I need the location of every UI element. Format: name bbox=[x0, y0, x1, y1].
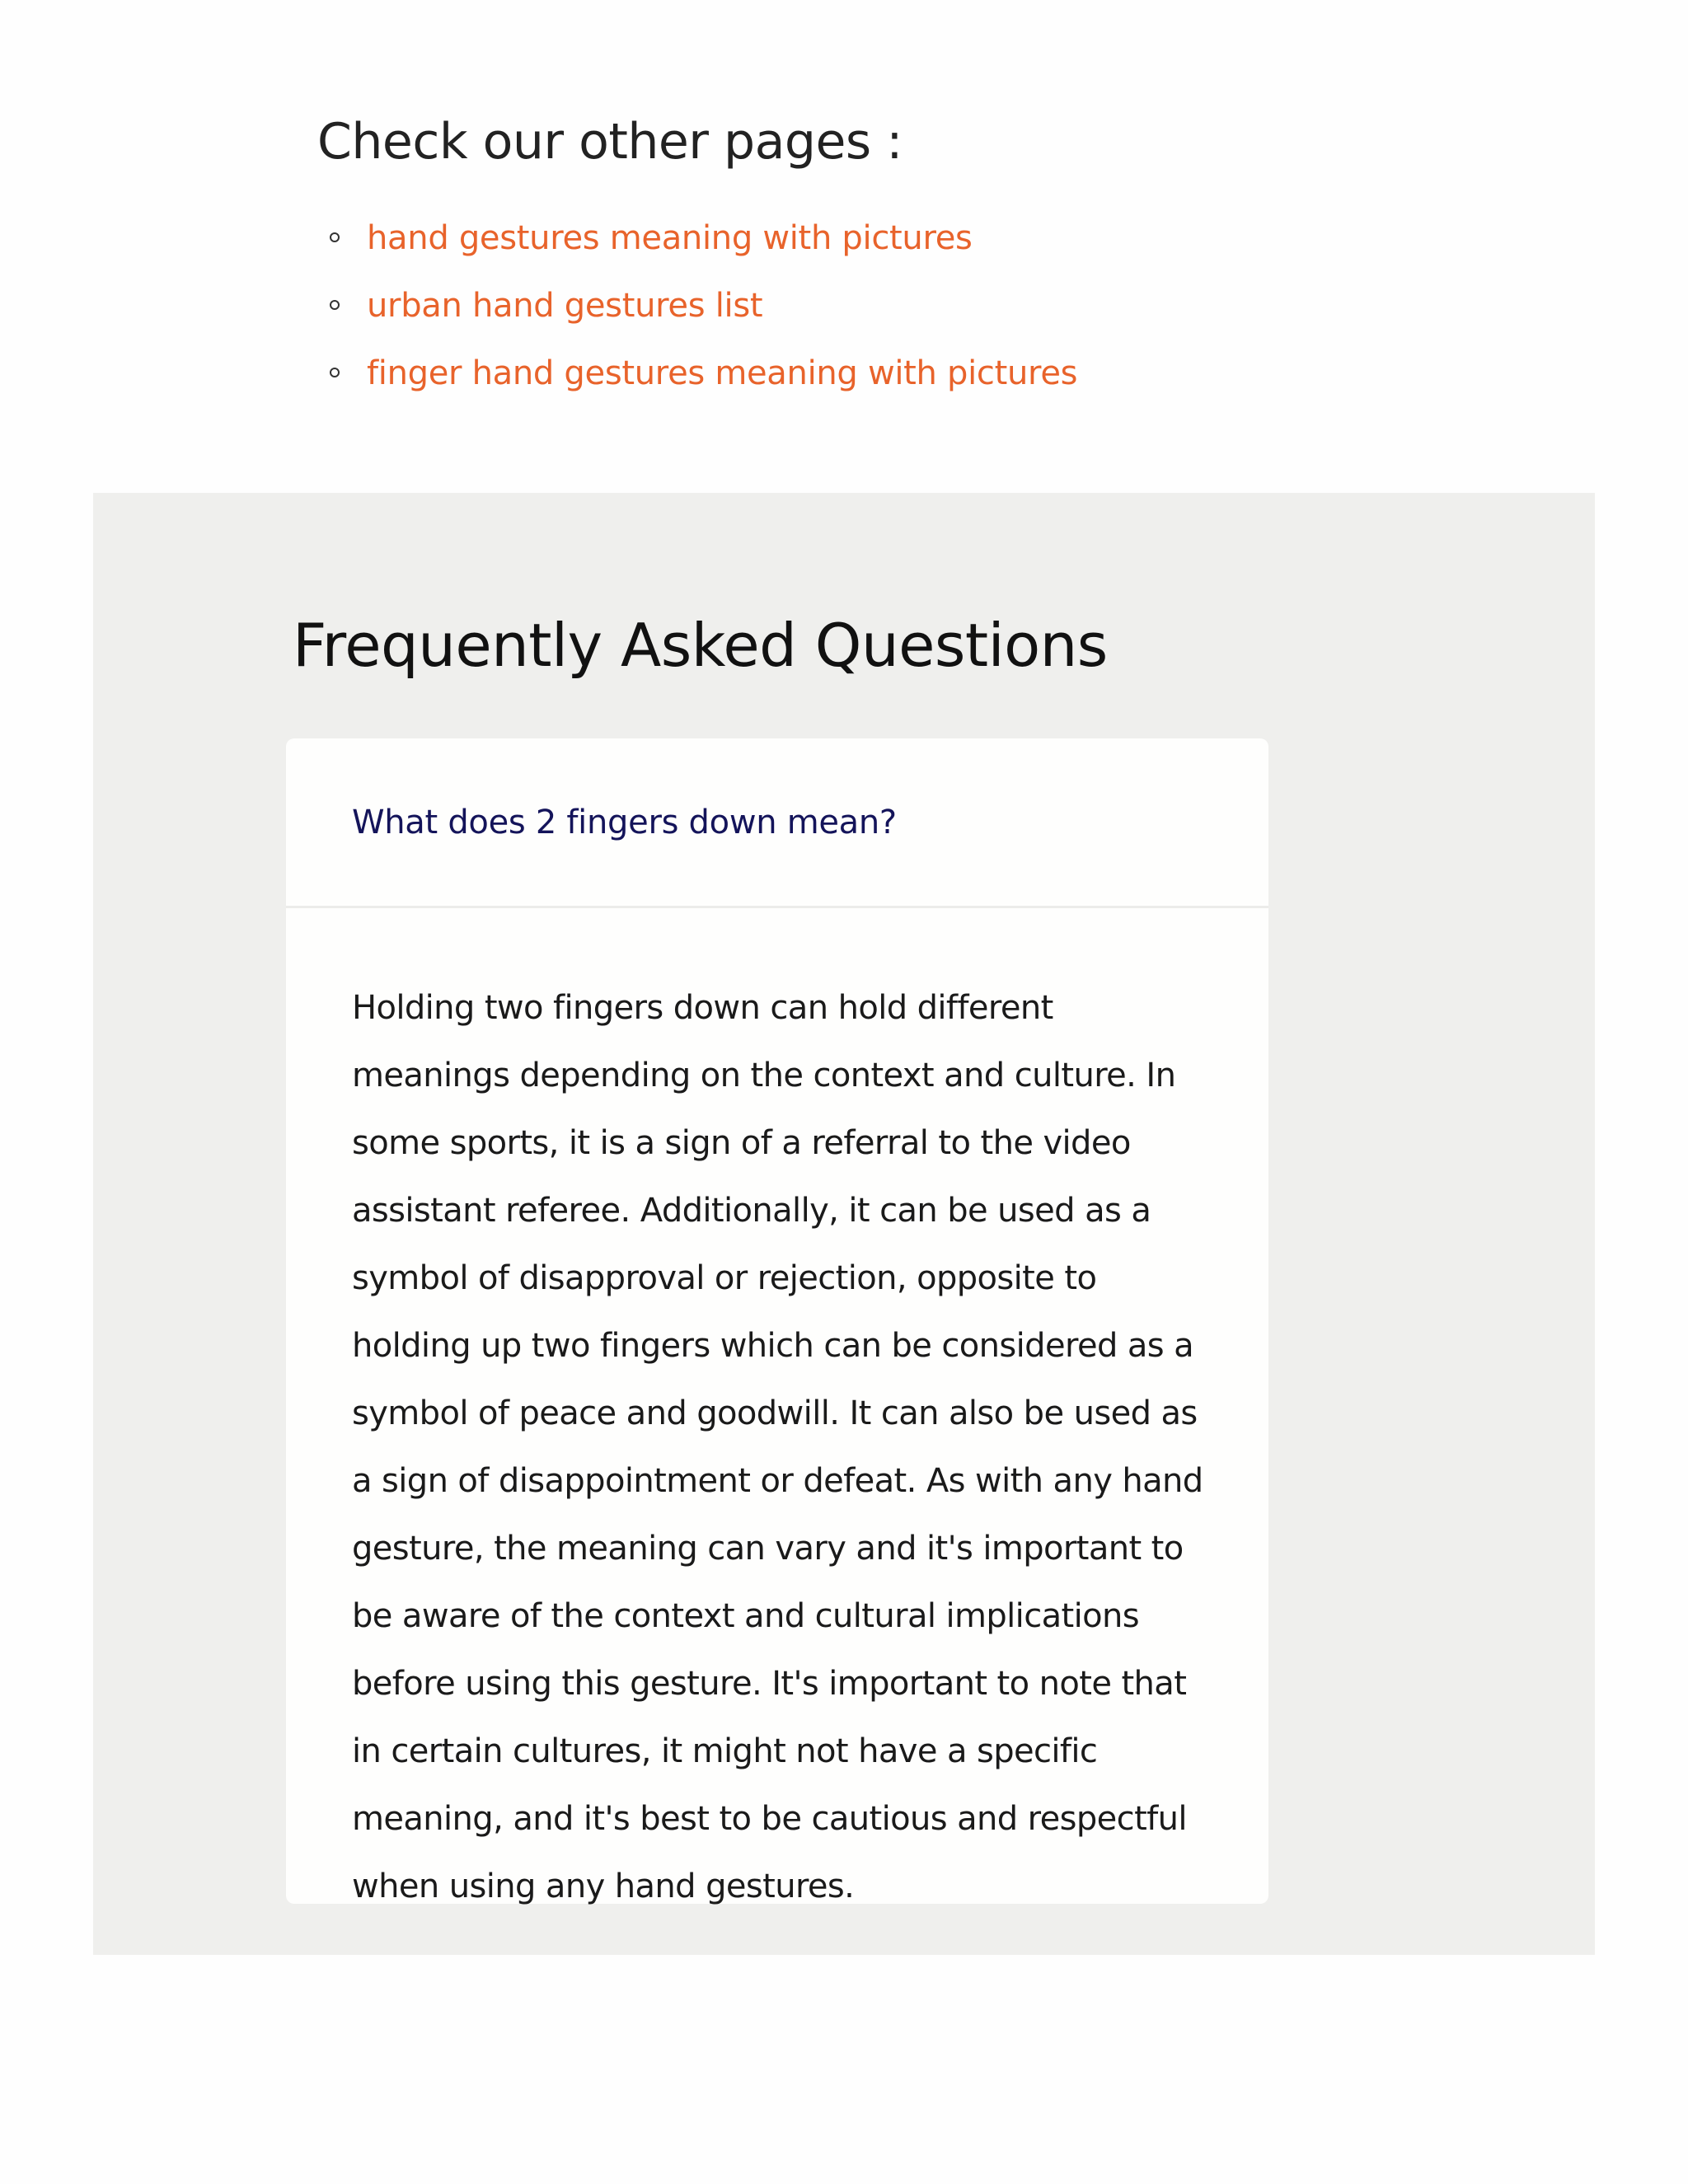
circle-bullet-icon bbox=[330, 300, 340, 310]
link-finger-hand-gestures[interactable]: finger hand gestures meaning with pictures bbox=[367, 354, 1078, 392]
faq-question-header[interactable] bbox=[286, 738, 1268, 908]
faq-item-card bbox=[286, 738, 1268, 1904]
faq-answer-panel bbox=[286, 908, 1268, 1920]
faq-answer-text: Holding two fingers down can hold different meanings depending on the context and culture. In some sports, it is a sign of a referral to the video assistant referee. Additionally, it can be used as a symbol of disapproval or rejection, opposite to holding up two fingers which can be considered as a symbol of peace and goodwill. It can also be used as a sign of disappointment or defeat. As with any hand gesture, the meaning can vary and it's important to be aware of the context and cultural implications before using this gesture. It's important to note that in certain cultures, it might not have a specific meaning, and it's best to be cautious and respectful when using any hand gestures. bbox=[352, 989, 1203, 1905]
link-hand-gestures-meaning[interactable]: hand gestures meaning with pictures bbox=[367, 219, 973, 257]
circle-bullet-icon bbox=[330, 232, 340, 242]
list-item bbox=[367, 272, 1306, 340]
faq-question-text: What does 2 fingers down mean? bbox=[352, 803, 897, 841]
list-item bbox=[367, 340, 1306, 407]
circle-bullet-icon bbox=[330, 368, 340, 377]
link-urban-hand-gestures[interactable]: urban hand gestures list bbox=[367, 287, 763, 325]
faq-section bbox=[93, 493, 1595, 1955]
other-pages-section bbox=[317, 107, 1306, 407]
other-pages-list bbox=[317, 204, 1306, 407]
other-pages-heading: Check our other pages : bbox=[317, 113, 903, 171]
list-item bbox=[367, 204, 1306, 272]
faq-title: Frequently Asked Questions bbox=[293, 611, 1108, 680]
